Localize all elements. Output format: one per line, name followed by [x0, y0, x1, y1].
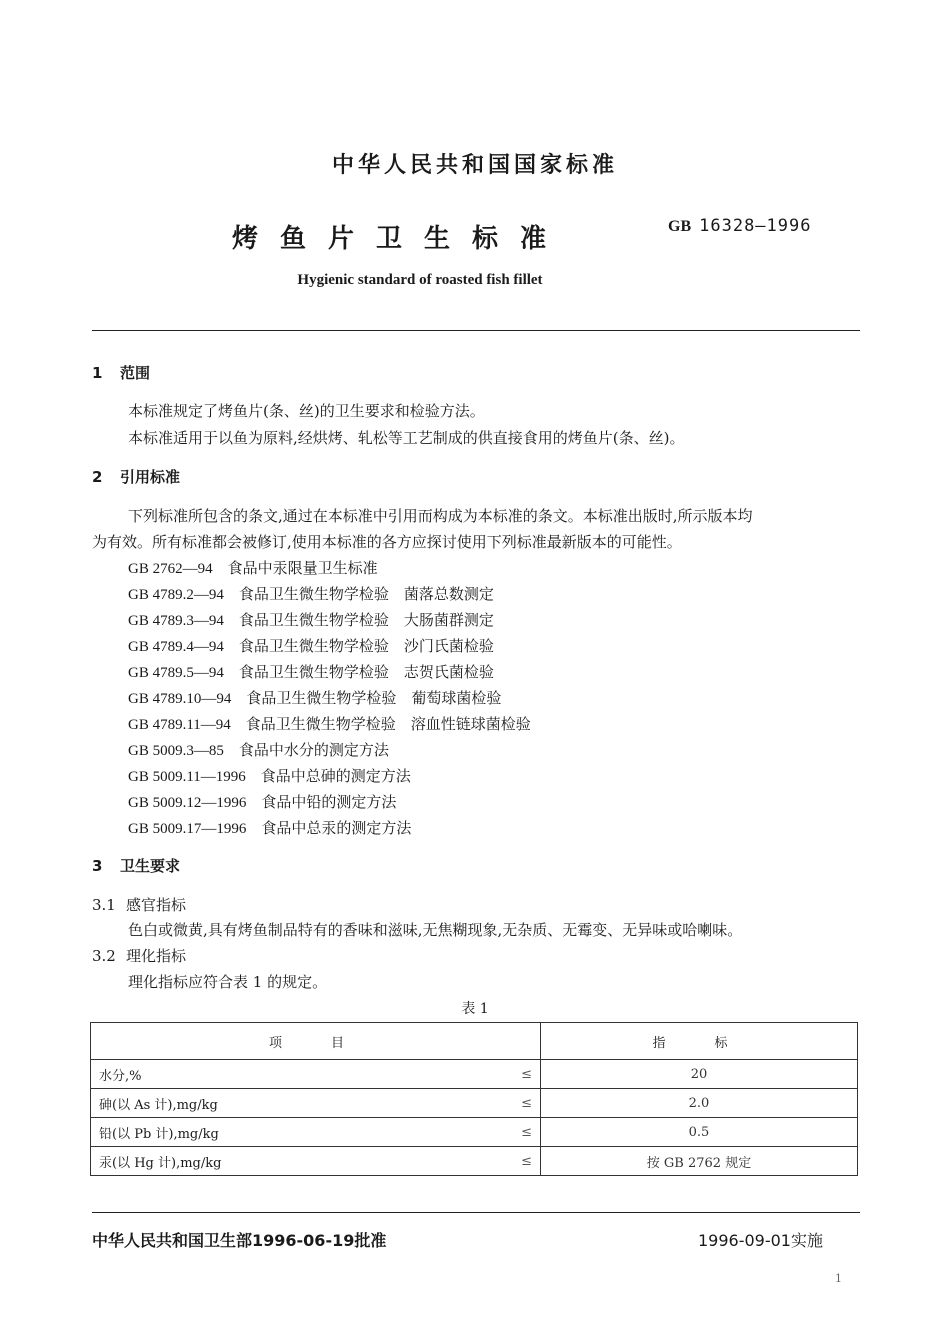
document-title: 烤鱼片卫生标准 — [232, 224, 569, 254]
section-number: 1 — [92, 364, 103, 382]
operator-cell: ≤ — [484, 1147, 541, 1176]
subsection-3-1-heading — [92, 894, 186, 915]
value-cell: 20 — [541, 1060, 858, 1089]
standard-code: 16328—1996 — [699, 216, 812, 236]
section-number: 2 — [92, 468, 103, 486]
reference-item: GB 5009.11—1996 食品中总砷的测定方法 — [128, 767, 411, 785]
table-row — [91, 1060, 858, 1089]
reference-item: GB 4789.3—94 食品卫生微生物学检验 大肠菌群测定 — [128, 611, 494, 629]
item-cell: 汞(以 Hg 计),mg/kg — [91, 1147, 485, 1176]
item-cell: 砷(以 As 计),mg/kg — [91, 1089, 485, 1118]
table-row — [91, 1147, 858, 1176]
standard-prefix: GB — [668, 218, 692, 235]
reference-item: GB 5009.12—1996 食品中铅的测定方法 — [128, 793, 397, 811]
reference-item: GB 5009.3—85 食品中水分的测定方法 — [128, 741, 389, 759]
section-title: 卫生要求 — [120, 857, 181, 875]
section-title: 引用标准 — [120, 468, 181, 486]
value-cell: 按 GB 2762 规定 — [541, 1147, 858, 1176]
reference-item: GB 2762—94 食品中汞限量卫生标准 — [128, 559, 378, 577]
section-1-heading — [92, 362, 150, 383]
english-title: Hygienic standard of roasted fish fillet — [297, 272, 543, 288]
standard-number — [668, 216, 811, 236]
national-standard-header: 中华人民共和国国家标准 — [331, 153, 618, 178]
subsection-number: 3.1 — [92, 896, 116, 914]
reference-item: GB 5009.17—1996 食品中总汞的测定方法 — [128, 819, 412, 837]
item-cell: 铅(以 Pb 计),mg/kg — [91, 1118, 485, 1147]
operator-cell: ≤ — [484, 1089, 541, 1118]
subsection-title: 感官指标 — [126, 896, 187, 914]
section-2-heading — [92, 466, 180, 487]
value-cell: 2.0 — [541, 1089, 858, 1118]
header-divider — [92, 330, 860, 331]
section-number: 3 — [92, 857, 103, 875]
reference-item: GB 4789.10—94 食品卫生微生物学检验 葡萄球菌检验 — [128, 689, 502, 707]
paragraph: 理化指标应符合表 1 的规定。 — [128, 973, 328, 991]
operator-cell: ≤ — [484, 1060, 541, 1089]
reference-item: GB 4789.5—94 食品卫生微生物学检验 志贺氏菌检验 — [128, 663, 494, 681]
table-1 — [90, 1022, 858, 1176]
section-3-heading — [92, 855, 180, 876]
reference-item: GB 4789.11—94 食品卫生微生物学检验 溶血性链球菌检验 — [128, 715, 531, 733]
item-cell: 水分,% — [91, 1060, 485, 1089]
paragraph: 本标准适用于以鱼为原料,经烘烤、轧松等工艺制成的供直接食用的烤鱼片(条、丝)。 — [128, 429, 685, 447]
paragraph: 下列标准所包含的条文,通过在本标准中引用而构成为本标准的条文。本标准出版时,所示版本均 — [128, 507, 753, 525]
column-header-item: 项 目 — [91, 1023, 541, 1060]
paragraph: 色白或微黄,具有烤鱼制品特有的香味和滋味,无焦糊现象,无杂质、无霉变、无异味或哈喇味。 — [128, 921, 743, 939]
paragraph: 为有效。所有标准都会被修订,使用本标准的各方应探讨使用下列标准最新版本的可能性。 — [92, 533, 682, 551]
reference-item: GB 4789.4—94 食品卫生微生物学检验 沙门氏菌检验 — [128, 637, 494, 655]
section-title: 范围 — [120, 364, 151, 382]
subsection-number: 3.2 — [92, 947, 116, 965]
reference-item: GB 4789.2—94 食品卫生微生物学检验 菌落总数测定 — [128, 585, 494, 603]
table-caption: 表 1 — [461, 1001, 489, 1017]
page-number: 1 — [835, 1272, 842, 1285]
subsection-3-2-heading — [92, 945, 186, 966]
table-row — [91, 1089, 858, 1118]
table-row — [91, 1118, 858, 1147]
table-header-row — [91, 1023, 858, 1060]
paragraph: 本标准规定了烤鱼片(条、丝)的卫生要求和检验方法。 — [128, 402, 485, 420]
column-header-value: 指 标 — [541, 1023, 858, 1060]
operator-cell: ≤ — [484, 1118, 541, 1147]
implementation-date: 1996-09-01实施 — [698, 1231, 823, 1250]
value-cell: 0.5 — [541, 1118, 858, 1147]
approval-statement: 中华人民共和国卫生部1996-06-19批准 — [92, 1231, 387, 1250]
subsection-title: 理化指标 — [126, 947, 187, 965]
footer-divider — [92, 1212, 860, 1213]
